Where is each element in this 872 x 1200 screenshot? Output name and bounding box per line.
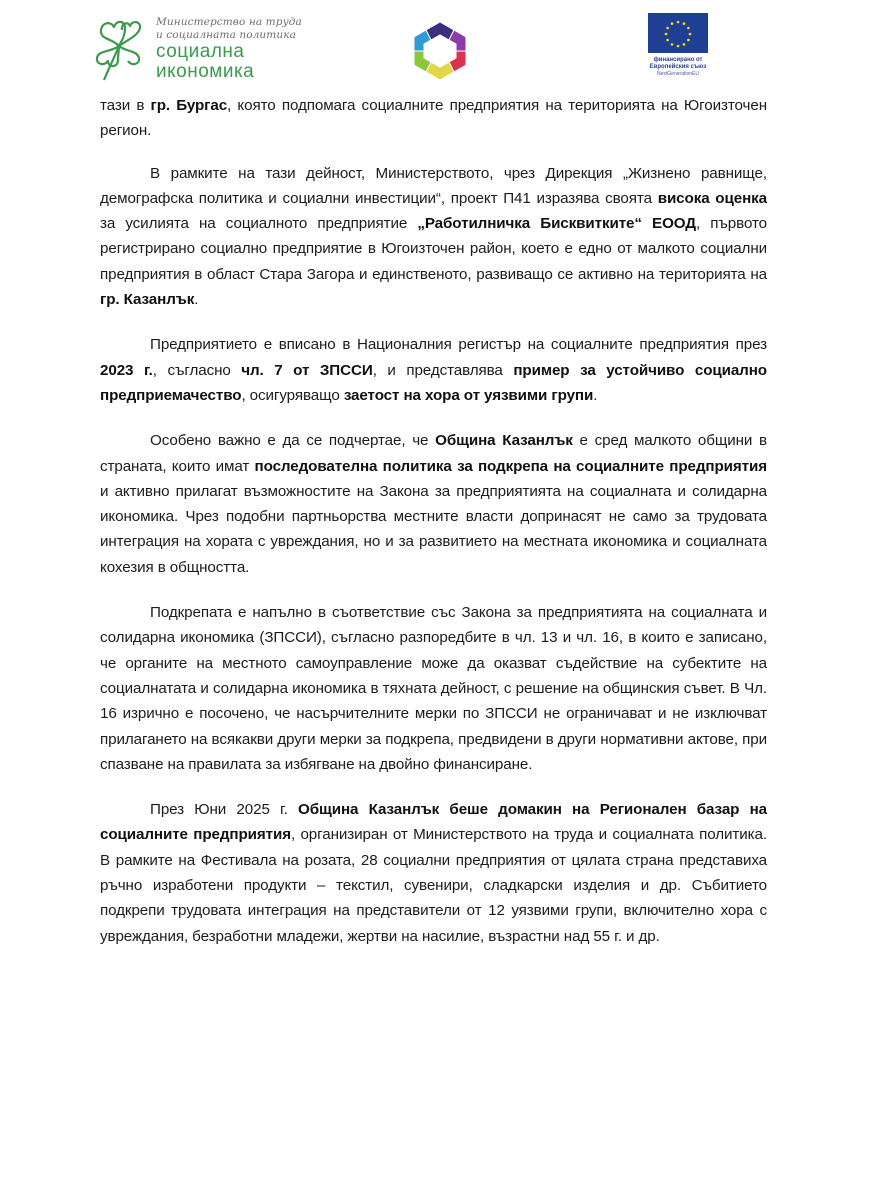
paragraph	[100, 332, 767, 408]
bold-text: висока оценка	[657, 189, 767, 207]
text: В рамките на тази дейност, Министерството, чрез Дирекция „Жизнено равнище, демографска политика и социални инвестиции“, проект П41 изразява своята	[100, 164, 767, 207]
document-header	[0, 0, 872, 95]
eu-caption-line1: финансирано от	[653, 57, 703, 63]
paragraph	[100, 428, 767, 580]
paragraph	[100, 161, 767, 313]
text: , съгласно	[152, 361, 242, 379]
ministry-name	[156, 16, 302, 42]
text: тази в	[100, 97, 151, 114]
ministry-name-line2: и социалната политика	[156, 29, 296, 41]
hexagon-hands-icon	[409, 20, 471, 82]
bold-text: Община Казанлък беше домакин на Регионален базар на социалните предприятия	[100, 801, 767, 844]
bold-text: чл. 7 от ЗПССИ	[241, 361, 373, 379]
brand-line2: икономика	[156, 61, 255, 82]
text: , която подпомага социалните предприятия на територията на Югоизточен регион.	[100, 97, 768, 140]
bold-text: пример за устойчиво социално предприемачество	[100, 361, 767, 404]
bold-text: заетост на хора от уязвими групи	[343, 386, 594, 404]
ministry-social-economy-logo	[92, 14, 332, 84]
bold-text: 2023 г.	[100, 361, 153, 379]
bold-text: Община Казанлък	[435, 432, 573, 450]
text: Подкрепата е напълно в съответствие със Закона за предприятията на социалната и солидарна икономика (ЗПССИ), съгласно разпоредбите в чл. 13 и чл. 16, в които е записано, че органите на местното самоуправление може да оказват съдействие на субектите на социалнатата и солидарна икономика в тяхната дейност, с решение на общинския съвет. В Чл. 16 изрично е посочено, че насърчителните мерки по ЗПССИ не ограничават и не изключват прилагането на всякакви други мерки за подкрепа, предвидени в други нормативни актове, при спазване на правилата за избягване на двойно финансиране.	[100, 604, 767, 773]
eu-caption	[640, 57, 716, 71]
bold-text: гр. Казанлък	[100, 291, 195, 309]
eu-funding-logo	[640, 13, 716, 85]
four-leaf-clover-icon	[92, 16, 146, 82]
bold-text: „Работилничка Бисквитките“ ЕООД	[417, 215, 697, 233]
brand-line1: социална	[156, 41, 245, 62]
eu-caption-line2: Европейския съюз	[649, 64, 707, 70]
paragraph	[100, 797, 767, 949]
text: , и представлява	[372, 361, 514, 379]
text: за усилията на социалното предприятие	[100, 215, 418, 233]
eu-flag-icon	[648, 13, 708, 53]
text: , първото регистрирано социално предприятие в Югоизточен район, което е едно от малкото социални предприятия в област Стара Загора и единственото, развиващо се активно на територията на	[100, 215, 767, 283]
social-economy-brand	[156, 42, 254, 82]
text: През Юни 2025 г.	[150, 801, 298, 819]
text: , осигуряващо	[241, 386, 344, 404]
text: и активно прилагат възможностите на Закона за предприятията на социалната и солидарна икономика. Чрез подобни партньорства местните власти допринасят не само за трудовата интеграция на хората с увреждания, но и за развитието на местната икономика и социалната кохезия в общността.	[100, 482, 767, 576]
document-body	[100, 93, 767, 969]
text: Особено важно е да се подчертае, че	[150, 432, 436, 450]
text: е сред малкото общини в страната, които имат	[100, 432, 768, 475]
text: , организиран от Министерството на труда и социалната политика. В рамките на Фестивала на розата, 28 социални предприятия от цялата страна представиха ръчно изработени продукти – текстил, сувенири, сладкарски изделия и др. Събитието подкрепи трудовата интеграция на представители от 12 уязвими групи, включително хора с увреждания, безработни младежи, жертви на насилие, възрастни над 55 г. и др.	[100, 826, 767, 945]
text: .	[194, 291, 199, 309]
paragraph	[100, 600, 767, 777]
text: Предприятието е вписано в Националния регистър на социалните предприятия през	[150, 336, 767, 354]
paragraph	[100, 93, 767, 144]
bold-text: гр. Бургас	[150, 97, 228, 114]
text: .	[593, 386, 598, 404]
eu-next-generation-label: NextGenerationEU	[657, 71, 699, 77]
bold-text: последователна политика за подкрепа на социалните предприятия	[254, 457, 767, 475]
ministry-name-line1: Министерство на труда	[156, 16, 302, 28]
